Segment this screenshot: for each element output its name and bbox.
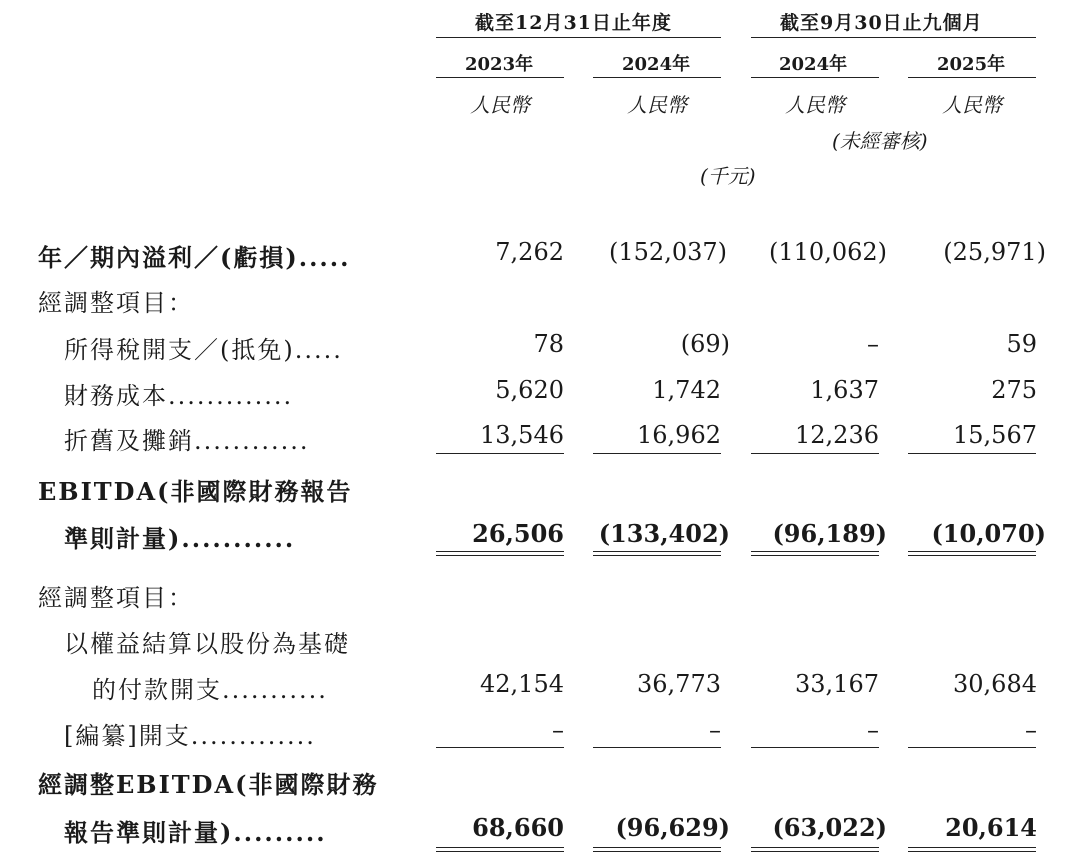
- currency-label-3: 人民幣: [785, 93, 845, 117]
- row-label-adj-ebitda-line1: 經調整EBITDA(非國際財務: [38, 770, 379, 799]
- year-rule-1: [436, 77, 564, 78]
- year-rule-3: [751, 77, 879, 78]
- currency-label-4: 人民幣: [942, 93, 1002, 117]
- value-adj-ebitda-9m2025: 20,614: [945, 813, 1037, 842]
- value-adj-ebitda-9m2024: (63,022): [772, 813, 887, 842]
- value-finance-9m2024: 1,637: [810, 376, 879, 404]
- total-double-rule-1: [436, 551, 564, 556]
- row-label-adjustments-2: 經調整項目：: [38, 584, 194, 612]
- subtotal-rule-6: [593, 747, 721, 748]
- row-label-ebitda-line2: 準則計量)...........: [64, 524, 296, 553]
- row-label-profit-loss: 年／期內溢利／(虧損).....: [38, 243, 351, 272]
- value-tax-9m2024: –: [867, 330, 879, 358]
- value-listing-9m2024: –: [867, 716, 879, 744]
- total-double-rule-4: [908, 551, 1036, 556]
- row-label-adjustments-1: 經調整項目：: [38, 289, 194, 317]
- value-depr-2024: 16,962: [637, 421, 721, 449]
- subtotal-rule-8: [908, 747, 1036, 748]
- row-label-income-tax: 所得稅開支／(抵免).....: [64, 336, 343, 364]
- value-ebitda-9m2024: (96,189): [772, 519, 887, 548]
- currency-label-1: 人民幣: [470, 93, 530, 117]
- row-label-finance-costs: 財務成本.............: [64, 382, 294, 410]
- year-header-2: 2024年: [622, 54, 691, 75]
- value-sbp-9m2024: 33,167: [795, 670, 879, 698]
- total-double-rule-5: [436, 847, 564, 852]
- total-double-rule-3: [751, 551, 879, 556]
- value-sbp-9m2025: 30,684: [953, 670, 1037, 698]
- row-label-adj-ebitda-line2: 報告準則計量).........: [64, 818, 327, 847]
- value-sbp-2023: 42,154: [480, 670, 564, 698]
- header-rule-interim: [751, 37, 1036, 38]
- value-sbp-2024: 36,773: [637, 670, 721, 698]
- value-profit-9m2025: (25,971): [943, 238, 1046, 266]
- year-header-4: 2025年: [937, 54, 1006, 75]
- subtotal-rule-1: [436, 453, 564, 454]
- row-label-listing-expenses: [編纂]開支.............: [64, 722, 316, 750]
- header-rule-fiscal: [436, 37, 721, 38]
- year-rule-2: [593, 77, 721, 78]
- value-listing-2023: –: [552, 716, 564, 744]
- unaudited-note: (未經審核): [832, 129, 928, 153]
- year-rule-4: [908, 77, 1036, 78]
- value-ebitda-2023: 26,506: [472, 519, 564, 548]
- value-finance-9m2025: 275: [991, 376, 1037, 404]
- row-label-ebitda-line1: EBITDA(非國際財務報告: [38, 477, 353, 506]
- subtotal-rule-4: [908, 453, 1036, 454]
- value-depr-9m2025: 15,567: [953, 421, 1037, 449]
- row-label-depreciation: 折舊及攤銷............: [64, 427, 310, 455]
- value-adj-ebitda-2024: (96,629): [615, 813, 730, 842]
- subtotal-rule-5: [436, 747, 564, 748]
- unit-note: (千元): [700, 164, 756, 188]
- value-depr-2023: 13,546: [480, 421, 564, 449]
- value-listing-9m2025: –: [1025, 716, 1037, 744]
- period-header-fiscal-year: 截至12月31日止年度: [475, 12, 672, 34]
- subtotal-rule-7: [751, 747, 879, 748]
- subtotal-rule-2: [593, 453, 721, 454]
- total-double-rule-2: [593, 551, 721, 556]
- year-header-1: 2023年: [465, 54, 534, 75]
- subtotal-rule-3: [751, 453, 879, 454]
- total-double-rule-8: [908, 847, 1036, 852]
- row-label-share-based-line2: 的付款開支...........: [92, 676, 328, 704]
- total-double-rule-6: [593, 847, 721, 852]
- year-header-3: 2024年: [779, 54, 848, 75]
- total-double-rule-7: [751, 847, 879, 852]
- currency-label-2: 人民幣: [627, 93, 687, 117]
- value-profit-9m2024: (110,062): [769, 238, 887, 266]
- value-profit-2023: 7,262: [495, 238, 564, 266]
- period-header-nine-months: 截至9月30日止九個月: [780, 12, 983, 34]
- value-profit-2024: (152,037): [609, 238, 727, 266]
- value-tax-2024: (69): [680, 330, 730, 358]
- value-ebitda-9m2025: (10,070): [931, 519, 1046, 548]
- value-tax-9m2025: 59: [1006, 330, 1037, 358]
- row-label-share-based-line1: 以權益結算以股份為基礎: [64, 630, 350, 658]
- value-ebitda-2024: (133,402): [598, 519, 730, 548]
- value-depr-9m2024: 12,236: [795, 421, 879, 449]
- value-adj-ebitda-2023: 68,660: [472, 813, 564, 842]
- value-listing-2024: –: [709, 716, 721, 744]
- value-finance-2023: 5,620: [495, 376, 564, 404]
- value-finance-2024: 1,742: [652, 376, 721, 404]
- value-tax-2023: 78: [533, 330, 564, 358]
